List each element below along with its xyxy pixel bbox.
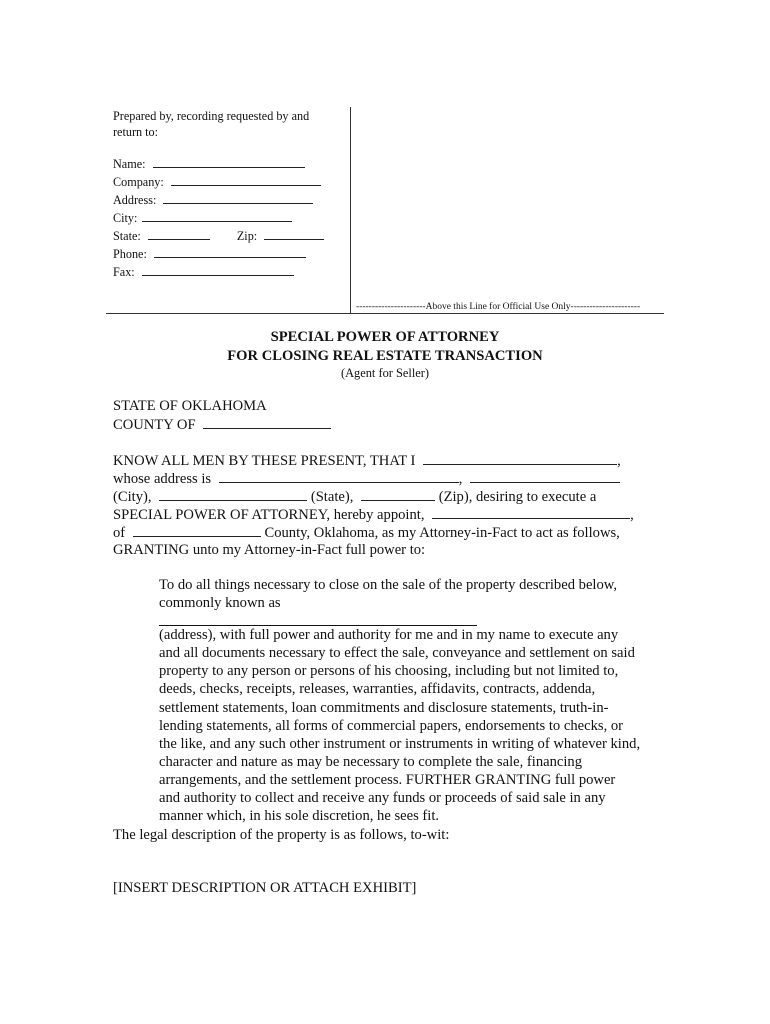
company-field-row <box>113 173 321 191</box>
powers-line-commonly-known <box>159 594 679 626</box>
grantor-city-field[interactable] <box>159 488 307 501</box>
address-label: Address: <box>113 193 157 207</box>
powers-line: (address), with full power and authority for me and in my name to execute any <box>159 627 619 644</box>
intro-line6: GRANTING unto my Attorney-in-Fact full power to: <box>113 542 426 558</box>
name-field[interactable] <box>153 155 305 168</box>
intro-line2-text: whose address is <box>113 471 212 487</box>
zip-label: Zip: <box>236 229 258 243</box>
zip-field[interactable] <box>264 227 324 240</box>
powers-line: To do all things necessary to close on the sale of the property described below, <box>159 577 618 593</box>
intro-line1-text: KNOW ALL MEN BY THESE PRESENT, THAT I <box>113 453 416 469</box>
name-label: Name: <box>113 157 146 171</box>
county-field[interactable] <box>203 416 331 429</box>
state-zip-row <box>113 227 324 245</box>
legal-description-label: The legal description of the property is as follows, to-wit: <box>113 827 450 843</box>
insert-description-placeholder: [INSERT DESCRIPTION OR ATTACH EXHIBIT] <box>113 880 417 896</box>
intro-line1 <box>113 452 621 470</box>
powers-line: settlement statements, loan commitments and disclosure statements, truth-in- <box>159 699 609 716</box>
address-field[interactable] <box>163 191 313 204</box>
grantor-state-field[interactable] <box>361 488 435 501</box>
official-use-line: ----------------------Above this Line for Official Use Only---------------------- <box>356 302 641 312</box>
intro-line4-text: SPECIAL POWER OF ATTORNEY, hereby appoint, <box>113 507 425 523</box>
grantor-name-field[interactable] <box>423 452 617 465</box>
powers-line: character and nature as may be necessary to complete the sale, financing <box>159 753 583 770</box>
city-field-row <box>113 209 292 227</box>
company-label: Company: <box>113 175 164 189</box>
powers-line: lending statements, all forms of commercial papers, endorsements to checks, or <box>159 717 624 734</box>
county-label: COUNTY OF <box>113 417 196 433</box>
address-field-row <box>113 191 313 209</box>
phone-field-row <box>113 245 306 263</box>
comma-3: , <box>630 507 634 523</box>
fax-field-row <box>113 263 294 281</box>
intro-line5-text: County, Oklahoma, as my Attorney-in-Fact to act as follows, <box>264 525 620 541</box>
prepared-by-line2: return to: <box>113 125 159 139</box>
attorney-county-field[interactable] <box>133 524 261 537</box>
powers-line: deeds, checks, receipts, releases, warranties, affidavits, contracts, addenda, <box>159 681 596 698</box>
city-paren-label: (City), <box>113 489 152 505</box>
intro-line3 <box>113 488 596 506</box>
prepared-by-line1: Prepared by, recording requested by and <box>113 109 310 123</box>
intro-line5 <box>113 524 620 542</box>
state-paren-label: (State), <box>310 489 354 505</box>
state-of-oklahoma: STATE OF OKLAHOMA <box>113 398 267 414</box>
powers-line: and authority to collect and receive any funds or proceeds of said sale in any <box>159 790 606 807</box>
comma-2: , <box>458 471 463 487</box>
powers-line: property to any person or persons of his choosing, including but not limited to, <box>159 663 619 680</box>
powers-line: the like, and any such other instrument or instruments in writing of whatever kind, <box>159 735 641 752</box>
fax-field[interactable] <box>142 263 294 276</box>
company-field[interactable] <box>171 173 321 186</box>
property-address-field[interactable] <box>159 612 477 626</box>
document-title-line1: SPECIAL POWER OF ATTORNEY <box>270 329 500 345</box>
comma-1: , <box>617 453 621 469</box>
name-field-row <box>113 155 305 173</box>
zip-paren-label: (Zip), desiring to execute a <box>438 489 597 505</box>
county-row <box>113 416 331 434</box>
intro-line4 <box>113 506 634 524</box>
of-label: of <box>113 525 126 541</box>
phone-label: Phone: <box>113 247 147 261</box>
city-label: City: <box>113 211 138 225</box>
vertical-divider <box>350 107 351 314</box>
attorney-name-field[interactable] <box>432 506 630 519</box>
city-field[interactable] <box>142 209 292 222</box>
powers-paragraph <box>159 576 679 825</box>
phone-field[interactable] <box>154 245 306 258</box>
state-label: State: <box>113 229 141 243</box>
powers-line: and all documents necessary to effect the sale, conveyance and settlement on said <box>159 645 635 662</box>
horizontal-divider <box>106 313 664 314</box>
intro-line2 <box>113 470 620 488</box>
powers-line: manner which, in his sole discretion, he sees fit. <box>159 808 440 825</box>
grantor-address2-field[interactable] <box>470 470 620 483</box>
document-subtitle: (Agent for Seller) <box>340 366 430 380</box>
document-title-line2: FOR CLOSING REAL ESTATE TRANSACTION <box>227 348 543 364</box>
state-field[interactable] <box>148 227 210 240</box>
fax-label: Fax: <box>113 265 135 279</box>
powers-line: arrangements, and the settlement process. FURTHER GRANTING full power <box>159 771 616 788</box>
commonly-known-label: commonly known as <box>159 595 281 612</box>
grantor-address-field[interactable] <box>219 470 459 483</box>
